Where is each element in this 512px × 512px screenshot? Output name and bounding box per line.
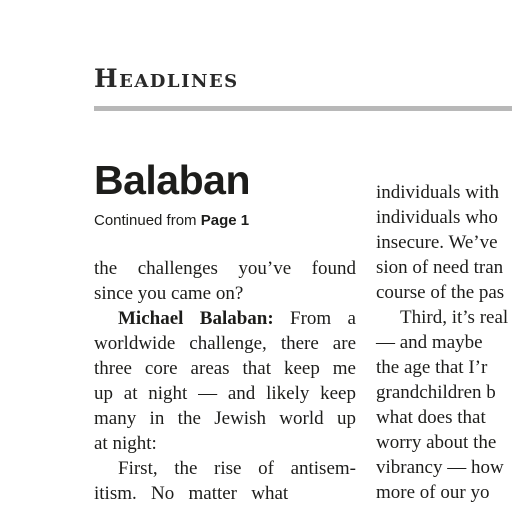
body-line-speaker: [94, 306, 356, 331]
body-line: grandchildren b: [376, 382, 496, 403]
body-line: individuals who: [376, 207, 498, 228]
body-line: course of the pas: [376, 282, 505, 303]
body-line: sion of need tran: [376, 257, 504, 278]
body-line: individuals with: [376, 182, 499, 203]
speaker-name: Michael Balaban:: [118, 308, 274, 329]
body-line: itism. No matter what: [94, 483, 289, 504]
body-line: what does that: [376, 407, 486, 428]
body-line: Third, it’s real: [400, 307, 509, 328]
right-column: [376, 180, 512, 505]
body-line: up at night — and likely keep: [94, 383, 356, 404]
body-line: worry about the: [376, 432, 497, 453]
body-line: the challenges you’ve found: [94, 258, 356, 279]
article-headline: Balaban: [94, 157, 250, 203]
body-line: insecure. We’ve: [376, 232, 498, 253]
body-line: the age that I’r: [376, 357, 488, 378]
body-line: since you came on?: [94, 283, 244, 304]
section-title: Headlines: [94, 64, 239, 93]
body-line: many in the Jewish world up: [94, 408, 356, 429]
section-divider: [94, 106, 512, 111]
speaker-text: From a: [273, 308, 356, 329]
body-line: three core areas that keep me: [94, 358, 356, 379]
body-line: at night:: [94, 433, 157, 454]
body-line: worldwide challenge, there are: [94, 333, 356, 354]
body-line: more of our yo: [376, 482, 490, 503]
body-line: — and maybe: [376, 332, 483, 353]
continued-from: [94, 212, 249, 229]
continued-page-link: Page 1: [200, 212, 250, 229]
body-line: vibrancy — how: [376, 457, 504, 478]
continued-prefix: Continued from: [94, 212, 201, 229]
left-column: [94, 256, 356, 506]
body-line: First, the rise of antisem-: [118, 458, 356, 479]
